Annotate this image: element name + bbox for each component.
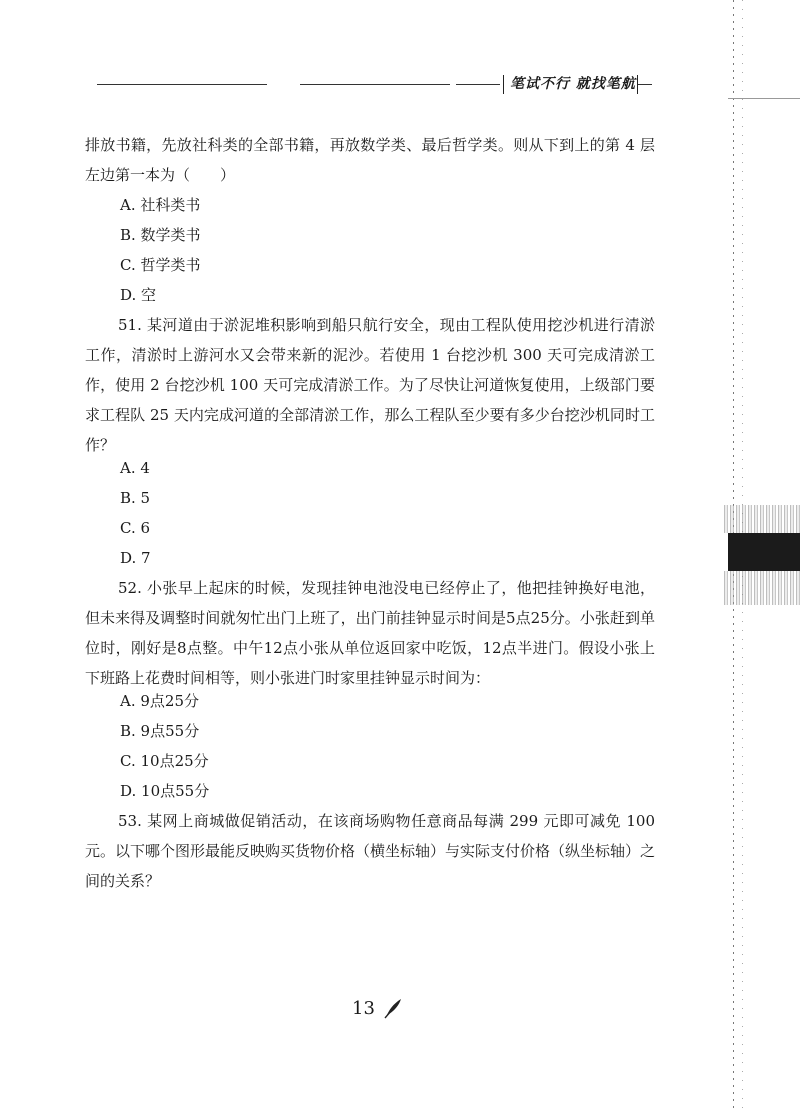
q52-option-d: D. 10点55分 [120,782,210,800]
q52-option-c: C. 10点25分 [120,752,209,770]
quill-icon [383,997,403,1019]
q52-option-b: B. 9点55分 [120,722,200,740]
header-rule-middle [300,84,450,85]
question-52-text: 52. 小张早上起床的时候，发现挂钟电池没电已经停止了，他把挂钟换好电池，但未来得及调整时间就匆忙出门上班了，出门前挂钟显示时间是5点25分。小张赶到单位时，刚好是8点整。中午12点小张从单位返回家中吃饭，12点半进门。假设小张上下班路上花费时间相等，则小张进门时家里挂钟显示时间为： [85,579,655,687]
header-title: 笔试不行 就找笔航 [510,76,636,92]
q51-option-d: D. 7 [120,549,151,567]
scan-edge-dark-band [728,533,800,571]
option-d: D. 空 [120,286,157,304]
scan-edge-mark [728,98,800,99]
question-53-text: 53. 某网上商城做促销活动，在该商场购物任意商品每满 299 元即可减免 100 元。以下哪个图形最能反映购买货物价格（横坐标轴）与实际支付价格（纵坐标轴）之间的关系？ [85,812,656,890]
page-footer [352,997,403,1019]
page-number: 13 [352,997,375,1019]
option-b: B. 数学类书 [120,226,201,244]
scan-edge-speckle-bottom [724,571,800,605]
header-rule-left [97,84,267,85]
q51-option-c: C. 6 [120,519,151,537]
header-rule-right [456,84,500,85]
q52-option-a: A. 9点25分 [120,692,199,710]
option-c: C. 哲学类书 [120,256,201,274]
header-rule-end [638,84,652,85]
question-continuation-text: 排放书籍，先放社科类的全部书籍，再放数学类、最后哲学类。则从下到上的第 4 层左边第一本为（ ） [85,136,655,184]
scan-edge-speckle-top [724,505,800,533]
option-a: A. 社科类书 [120,196,201,214]
q51-option-a: A. 4 [120,459,150,477]
header-tick-left [503,75,504,94]
q51-option-b: B. 5 [120,489,151,507]
question-51-text: 51. 某河道由于淤泥堆积影响到船只航行安全，现由工程队使用挖沙机进行清淤工作，清淤时上游河水又会带来新的泥沙。若使用 1 台挖沙机 300 天可完成清淤工作，使用 2 台挖沙机 100 天可完成清淤工作。为了尽快让河道恢复使用，上级部门要求工程队 25 天内完成河道的全部清淤工作，那么工程队至少要有多少台挖沙机同时工作？ [85,316,655,454]
